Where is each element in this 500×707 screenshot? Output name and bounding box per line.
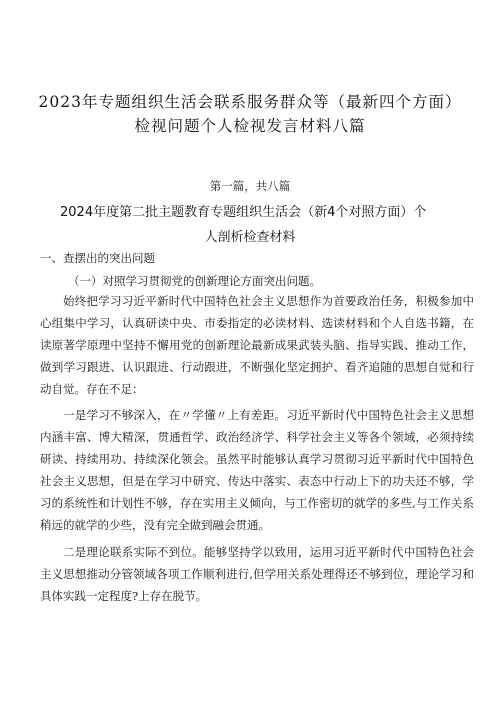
body-paragraph-2: 一是学习不够深入，在〃学懂〃上有差距。习近平新时代中国特色社会主义思想内涵丰富、博大精深，贯通哲学、政治经济学、科学社会主义等各个领域，必须持续研读、持续用功、持续深化领会。虽然平时能够认真学习贯彻习近平新时代中国特色社会主义思想，但是在学习中研究、传达中落实、表态中行动上下的功夫还不够，学习的系统性和计划性不够，存在实用主义倾向，与工作密切的就学的多些,与工作关系稍远的就学的少些，没有完全做到融会贯通。	[40, 408, 474, 532]
document-title-line1: 2023年专题组织生活会联系服务群众等（最新四个方面）	[38, 93, 462, 111]
section-label: 第一篇，共八篇	[209, 179, 291, 193]
body-paragraph-3: 二是理论联系实际不到位。能够坚持学以致用，运用习近平新时代中国特色社会主义思想推动分管领域各项工作顺利进行,但学用关系处理得还不够到位，理论学习和具体实践一定程度?上存在脱节。	[40, 545, 474, 603]
document-title-line2: 检视问题个人检视发言材料八篇	[134, 117, 366, 135]
article-title-line1: 2024年度第二批主题教育专题组织生活会（新4个对照方面）个	[60, 205, 427, 220]
heading-level1: 一、查摆出的突出问题	[40, 251, 155, 265]
heading-level2: （一）对照学习贯彻党的创新理论方面突出问题。	[68, 274, 321, 288]
body-paragraph-1: 始终把学习习近平新时代中国特色社会主义思想作为首要政治任务，积极参加中心组集中学习，认真研读中央、市委指定的必读材料、选读材料和个人自选书籍，在读原著学原理中坚持不懈用党的创新理论最新成果武装头脑、指导实践、推动工作，做到学习跟进、认识跟进、行动跟进，不断强化坚定拥护、看齐追随的思想自觉和行动自觉。存在不足：	[40, 294, 474, 396]
article-title-line2: 人剖析检查材料	[204, 230, 296, 245]
